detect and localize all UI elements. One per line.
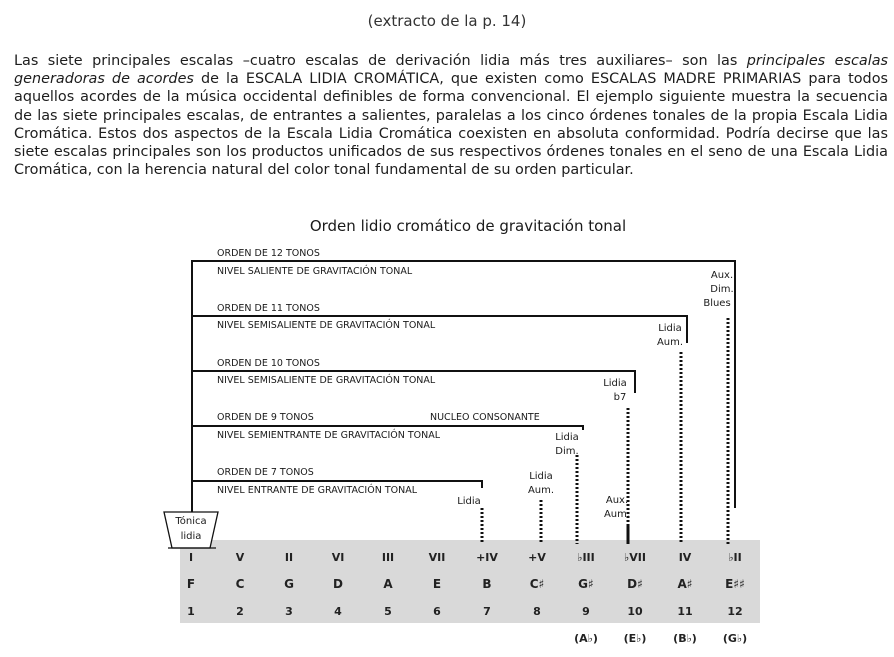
paragraph-text-2: de la ESCALA LIDIA CROMÁTICA, que existen como ESCALAS MADRE PRIMARIAS para todos aquellos acordes de la música occidental definibles de forma convencional. El ejemplo siguiente muestra la secuencia de las siete principales escalas, de entrantes a salientes, paralelas a los cinco órdenes tonales de la propia Escala Lidia Cromática. Estos dos aspectos de la Escala Lidia Cromática coexisten en absoluta conformidad. Podría decirse que las siete escalas principales son los productos unificados de sus respectivos órdenes tonales en el seno de una Escala Lidia Cromática, con la herencia natural del color tonal fundamental de su orden particular.: [14, 71, 888, 179]
scale-aux-aum-aum-label: Aum.: [603, 509, 631, 520]
scale-lidia-aum-9-label: Lidia: [529, 471, 553, 482]
scale-lidia-b7-label: Lidia: [603, 378, 627, 389]
enharmonic-1: (A♭): [574, 632, 598, 645]
order-10-label: ORDEN DE 10 TONOS: [217, 358, 320, 369]
note-8: C♯: [529, 577, 545, 591]
note-5: A: [383, 577, 393, 591]
scale-lidia-dim-label: Lidia: [555, 432, 579, 443]
order-12-label: ORDEN DE 12 TONOS: [217, 248, 320, 259]
number-10: 10: [627, 605, 643, 618]
tonic-label-1: Tónica: [175, 516, 207, 527]
note-2: C: [235, 577, 245, 591]
number-11: 11: [677, 605, 693, 618]
scale-dim-9-label: Dim.: [555, 446, 579, 457]
scale-aux-aum-aux-label: Aux.: [605, 495, 629, 506]
note-4: D: [333, 577, 343, 591]
note-9: G♯: [578, 577, 594, 591]
degree-5: III: [381, 551, 395, 564]
figure-svg: [160, 208, 760, 657]
scale-lidia-label: Lidia: [457, 496, 481, 507]
number-6: 6: [433, 605, 441, 618]
enharmonic-2: (E♭): [623, 632, 647, 645]
number-1: 1: [187, 605, 195, 618]
paragraph-italic: principales escalas generadoras de acordes: [14, 53, 889, 88]
order-11-level: NIVEL SEMISALIENTE DE GRAVITACIÓN TONAL: [217, 320, 436, 331]
scale-blues-label: Blues: [703, 298, 731, 309]
note-3: G: [284, 577, 294, 591]
order-11-label: ORDEN DE 11 TONOS: [217, 303, 320, 314]
enharmonic-4: (G♭): [722, 632, 748, 645]
nucleo-consonante-label: NUCLEO CONSONANTE: [430, 412, 540, 423]
degree-1: I: [188, 551, 194, 564]
number-9: 9: [582, 605, 590, 618]
tonic-label-2: lidia: [180, 531, 202, 542]
number-3: 3: [285, 605, 293, 618]
number-4: 4: [334, 605, 342, 618]
order-9-level: NIVEL SEMIENTRANTE DE GRAVITACIÓN TONAL: [217, 430, 441, 441]
number-5: 5: [384, 605, 392, 618]
number-7: 7: [483, 605, 491, 618]
degree-11: IV: [678, 551, 692, 564]
tonal-gravity-figure: [160, 208, 760, 657]
enharmonic-3: (B♭): [673, 632, 697, 645]
scale-dim-label: Dim.: [710, 284, 734, 295]
note-6: E: [432, 577, 442, 591]
scale-b7-label: b7: [613, 392, 627, 403]
note-12: E♯♯: [725, 577, 745, 591]
degree-12: ♭II: [728, 551, 742, 564]
degree-4: VI: [331, 551, 345, 564]
number-2: 2: [236, 605, 244, 618]
scale-aum-12-label: Aum.: [656, 337, 684, 348]
order-7-level: NIVEL ENTRANTE DE GRAVITACIÓN TONAL: [217, 485, 418, 496]
degree-10: ♭VII: [624, 551, 646, 564]
scale-aux-label: Aux.: [710, 270, 734, 281]
degree-3: II: [284, 551, 294, 564]
paragraph-text-1: Las siete principales escalas –cuatro escalas de derivación lidia más tres auxiliares– son las: [14, 53, 747, 69]
order-7-label: ORDEN DE 7 TONOS: [217, 467, 314, 478]
degree-9: ♭III: [577, 551, 595, 564]
number-8: 8: [533, 605, 541, 618]
note-10: D♯: [627, 577, 643, 591]
scale-aum-9-label: Aum.: [527, 485, 555, 496]
degree-8: +V: [528, 551, 546, 564]
page-caption: (extracto de la p. 14): [367, 12, 527, 30]
degree-2: V: [235, 551, 245, 564]
number-12: 12: [727, 605, 743, 618]
degree-6: VII: [428, 551, 446, 564]
figure-title: Orden lidio cromático de gravitación tonal: [309, 217, 627, 235]
scale-lidia-12-label: Lidia: [658, 323, 682, 334]
note-11: A♯: [677, 577, 693, 591]
degree-7: +IV: [476, 551, 498, 564]
order-10-level: NIVEL SEMISALIENTE DE GRAVITACIÓN TONAL: [217, 375, 436, 386]
grey-band: [180, 540, 760, 623]
note-1: F: [186, 577, 196, 591]
body-paragraph: [14, 52, 888, 179]
order-12-level: NIVEL SALIENTE DE GRAVITACIÓN TONAL: [217, 266, 413, 277]
order-9-label: ORDEN DE 9 TONOS: [217, 412, 314, 423]
note-7: B: [482, 577, 492, 591]
